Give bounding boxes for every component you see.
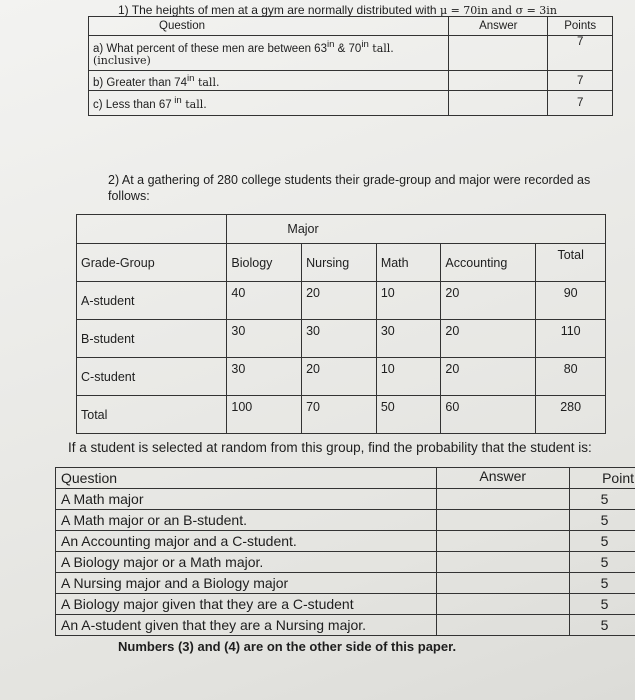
- table-cell: 30: [376, 320, 441, 358]
- table-row: [56, 615, 635, 636]
- row-label: A-student: [77, 282, 227, 320]
- table-cell: 20: [441, 358, 536, 396]
- question-cell: An Accounting major and a C-student.: [56, 531, 437, 552]
- answer-cell[interactable]: [436, 552, 569, 573]
- col-header: Biology: [227, 244, 302, 282]
- table-cell: 90: [536, 282, 606, 320]
- table-cell: 30: [227, 320, 302, 358]
- table-row: [77, 396, 606, 434]
- points-cell: 7: [548, 91, 613, 116]
- answer-cell[interactable]: [436, 594, 569, 615]
- col-header: Total: [536, 244, 606, 282]
- table-row: [56, 489, 635, 510]
- blank-corner: [77, 215, 227, 244]
- problem-1-text: 1) The heights of men at a gym are normally distributed with: [118, 3, 437, 17]
- points-header: Point: [569, 468, 635, 489]
- answer-cell[interactable]: [436, 573, 569, 594]
- table-row: [77, 320, 606, 358]
- grade-major-table: [76, 214, 606, 434]
- column-header-row: [77, 244, 606, 282]
- answer-cell[interactable]: [449, 36, 548, 71]
- footer-note: Numbers (3) and (4) are on the other side of this paper.: [118, 639, 457, 654]
- answer-header: Answer: [449, 17, 548, 36]
- table-cell: 100: [227, 396, 302, 434]
- points-cell: 5: [569, 552, 635, 573]
- problem-1-table: [88, 16, 613, 116]
- answer-cell[interactable]: [436, 489, 569, 510]
- table-row: [89, 36, 613, 71]
- points-cell: 5: [569, 615, 635, 636]
- table-cell: 70: [302, 396, 377, 434]
- row-label: B-student: [77, 320, 227, 358]
- table-row: [89, 71, 613, 91]
- points-cell: 7: [548, 71, 613, 91]
- header-row: [56, 468, 635, 489]
- table-row: [56, 552, 635, 573]
- problem-2-text: 2) At a gathering of 280 college students their grade-group and major were recorded as follows:: [108, 173, 591, 203]
- points-cell: 5: [569, 573, 635, 594]
- table-row: [56, 594, 635, 615]
- points-cell: 5: [569, 531, 635, 552]
- question-header: Question: [89, 17, 449, 36]
- col-header: Grade-Group: [77, 244, 227, 282]
- col-header: Accounting: [441, 244, 536, 282]
- question-cell: A Nursing major and a Biology major: [56, 573, 437, 594]
- question-cell: A Biology major or a Math major.: [56, 552, 437, 573]
- problem-1-heading: [118, 3, 557, 17]
- question-cell: b) Greater than $74^{in}$ tall.: [89, 71, 449, 91]
- points-cell: 5: [569, 489, 635, 510]
- table-cell: 20: [302, 358, 377, 396]
- major-header: Major: [227, 215, 606, 244]
- answer-cell[interactable]: [436, 531, 569, 552]
- points-header: Points: [548, 17, 613, 36]
- table-row: [89, 91, 613, 116]
- table-row: [56, 573, 635, 594]
- points-cell: 5: [569, 594, 635, 615]
- probability-intro: If a student is selected at random from this group, find the probability that the student is:: [68, 440, 592, 455]
- table-cell: 80: [536, 358, 606, 396]
- distribution-params: μ = 70in and σ = 3in: [439, 4, 557, 17]
- question-cell: A Biology major given that they are a C-student: [56, 594, 437, 615]
- row-label: C-student: [77, 358, 227, 396]
- row-label: Total: [77, 396, 227, 434]
- table-cell: 20: [441, 282, 536, 320]
- answer-cell[interactable]: [436, 510, 569, 531]
- points-cell: 7: [548, 36, 613, 71]
- question-cell: a) What percent of these men are between $63^{in}$ & $70^{in}$ tall. (inclusive): [89, 36, 449, 71]
- table-cell: 30: [227, 358, 302, 396]
- table-cell: 10: [376, 358, 441, 396]
- table-cell: 280: [536, 396, 606, 434]
- col-header: Math: [376, 244, 441, 282]
- question-cell: A Math major: [56, 489, 437, 510]
- table-row: [77, 358, 606, 396]
- answer-cell[interactable]: [449, 71, 548, 91]
- table-cell: 30: [302, 320, 377, 358]
- table-cell: 40: [227, 282, 302, 320]
- points-cell: 5: [569, 510, 635, 531]
- answer-header: Answer: [436, 468, 569, 489]
- table-cell: 60: [441, 396, 536, 434]
- table-row: [56, 531, 635, 552]
- col-header: Nursing: [302, 244, 377, 282]
- probability-table: [55, 467, 635, 636]
- answer-cell[interactable]: [449, 91, 548, 116]
- table-cell: 50: [376, 396, 441, 434]
- answer-cell[interactable]: [436, 615, 569, 636]
- table-cell: 20: [441, 320, 536, 358]
- question-cell: A Math major or an B-student.: [56, 510, 437, 531]
- table-row: [56, 510, 635, 531]
- table-cell: 10: [376, 282, 441, 320]
- question-cell: c) Less than 67 $^{in}$ tall.: [89, 91, 449, 116]
- question-cell: An A-student given that they are a Nursing major.: [56, 615, 437, 636]
- question-header: Question: [56, 468, 437, 489]
- table-cell: 110: [536, 320, 606, 358]
- table-cell: 20: [302, 282, 377, 320]
- table-row: [77, 282, 606, 320]
